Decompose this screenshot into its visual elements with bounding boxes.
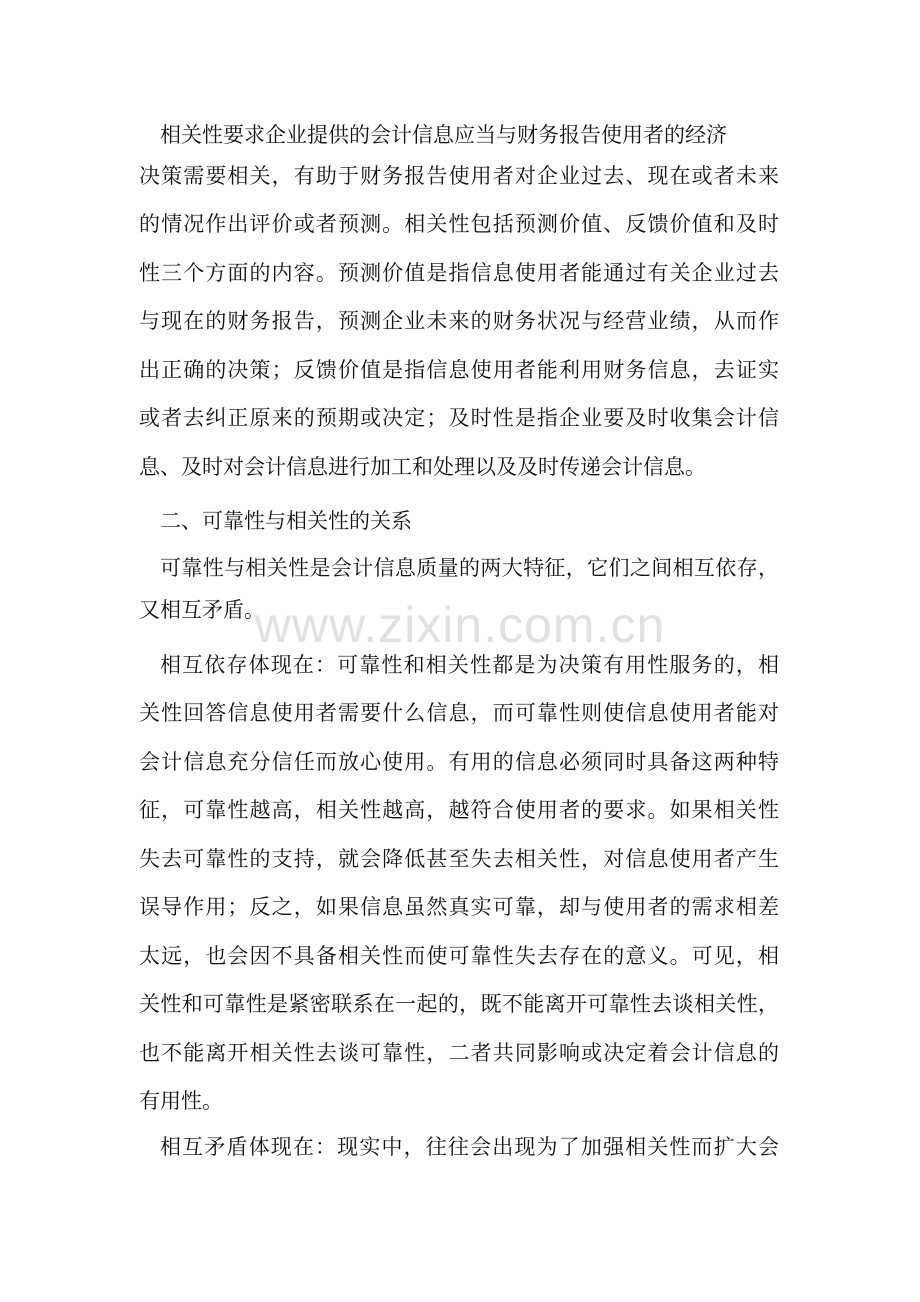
text-line: 出正确的决策；反馈价值是指信息使用者能利用财务信息，去证实 <box>139 358 779 382</box>
text-line: 关性回答信息使用者需要什么信息，而可靠性则使信息使用者能对 <box>139 701 779 725</box>
text-line: 又相互矛盾。 <box>139 598 265 622</box>
section-heading: 二、可靠性与相关性的关系 <box>160 509 412 533</box>
text-line: 息、及时对会计信息进行加工和处理以及及时传递会计信息。 <box>139 455 706 479</box>
text-line: 误导作用；反之，如果信息虽然真实可靠，却与使用者的需求相差 <box>139 895 779 919</box>
text-line: 决策需要相关，有助于财务报告使用者对企业过去、现在或者未来 <box>139 164 779 188</box>
text-line: 相关性要求企业提供的会计信息应当与财务报告使用者的经济 <box>160 123 727 147</box>
text-line: 相互依存体现在：可靠性和相关性都是为决策有用性服务的，相 <box>160 653 779 677</box>
text-line: 征，可靠性越高，相关性越高，越符合使用者的要求。如果相关性 <box>139 798 779 822</box>
text-line: 或者去纠正原来的预期或决定；及时性是指企业要及时收集会计信 <box>139 406 779 430</box>
text-line: 性三个方面的内容。预测价值是指信息使用者能通过有关企业过去 <box>139 261 779 285</box>
text-line: 太远，也会因不具备相关性而使可靠性失去存在的意义。可见，相 <box>139 944 779 968</box>
text-line: 关性和可靠性是紧密联系在一起的，既不能离开可靠性去谈相关性， <box>139 992 779 1016</box>
text-line: 可靠性与相关性是会计信息质量的两大特征，它们之间相互依存， <box>160 556 779 580</box>
text-line: 会计信息充分信任而放心使用。有用的信息必须同时具备这两种特 <box>139 750 779 774</box>
text-line: 有用性。 <box>139 1089 223 1113</box>
text-line: 与现在的财务报告，预测企业未来的财务状况与经营业绩，从而作 <box>139 309 779 333</box>
text-line: 相互矛盾体现在：现实中，往往会出现为了加强相关性而扩大会 <box>160 1135 779 1159</box>
text-line: 的情况作出评价或者预测。相关性包括预测价值、反馈价值和及时 <box>139 212 779 236</box>
watermark: www.zixin.com.cn <box>254 597 666 653</box>
text-line: 失去可靠性的支持，就会降低甚至失去相关性，对信息使用者产生 <box>139 847 779 871</box>
text-line: 也不能离开相关性去谈可靠性，二者共同影响或决定着会计信息的 <box>139 1041 779 1065</box>
